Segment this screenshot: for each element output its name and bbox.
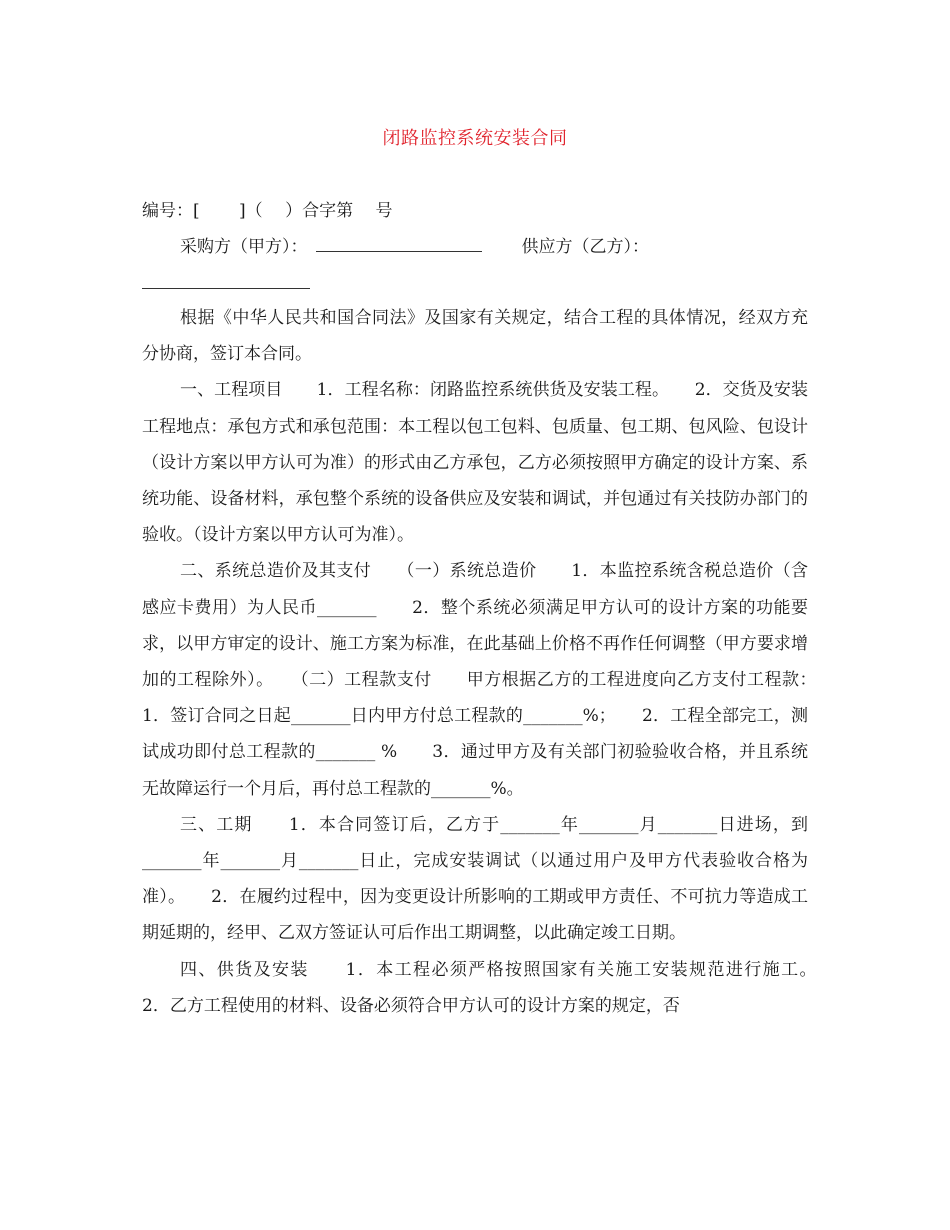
buyer-blank [316, 233, 482, 252]
section-price-paragraph: 二、系统总造价及其支付 （一）系统总造价 1．本监控系统含税总造价（含感应卡费用）为人民币_______ 2．整个系统必须满足甲方认可的设计方案的功能要求，以甲方审定的设计、施工方案为标准，在此基础上价格不再作任何调整（甲方要求增加的工程除外）。 （二）工程款支付 甲方根据乙方的工程进度向乙方支付工程款： 1．签订合同之日起_______日内甲方付总工程款的_______%； 2．工程全部完工，测试成功即付总工程款的_______ % 3．通过甲方及有关部门初验验收合格，并且系统无故障运行一个月后，再付总工程款的_______%。 [142, 561, 842, 799]
preamble-paragraph: 根据《中华人民共和国合同法》及国家有关规定，结合工程的具体情况，经双方充分协商，签订本合同。 [142, 308, 808, 365]
section-schedule-paragraph: 三、工期 1．本合同签订后，乙方于_______年_______月_______日进场，到_______年_______月_______日止，完成安装调试（以通过用户及甲方代表验收合格为准）。 2．在履约过程中，因为变更设计所影响的工期或甲方责任、不可抗力等造成工期延期的，经甲、乙双方签证认可后作出工期调整，以此确定竣工日期。 [142, 814, 808, 944]
contract-number-line: 编号：[ ]（ ）合字第 号 [142, 201, 393, 221]
buyer-label: 采购方（甲方）： [180, 237, 308, 257]
contract-body [142, 300, 842, 1024]
parties-line [180, 232, 649, 257]
section-supply-paragraph: 四、供货及安装 1．本工程必须严格按照国家有关施工安装规范进行施工。 2．乙方工程使用的材料、设备必须符合甲方认可的设计方案的规定，否 [142, 959, 842, 1016]
document-title: 闭路监控系统安装合同 [382, 128, 568, 149]
supplier-blank [142, 288, 310, 289]
section-project-paragraph: 一、工程项目 1．工程名称：闭路监控系统供货及安装工程。 2．交货及安装工程地点：承包方式和承包范围：本工程以包工包料、包质量、包工期、包风险、包设计（设计方案以甲方认可为准）的形式由乙方承包，乙方必须按照甲方确定的设计方案、系统功能、设备材料，承包整个系统的设备供应及安装和调试，并包通过有关技防办部门的验收。（设计方案以甲方认可为准）。 [142, 380, 808, 546]
supplier-label: 供应方（乙方）： [521, 237, 649, 257]
